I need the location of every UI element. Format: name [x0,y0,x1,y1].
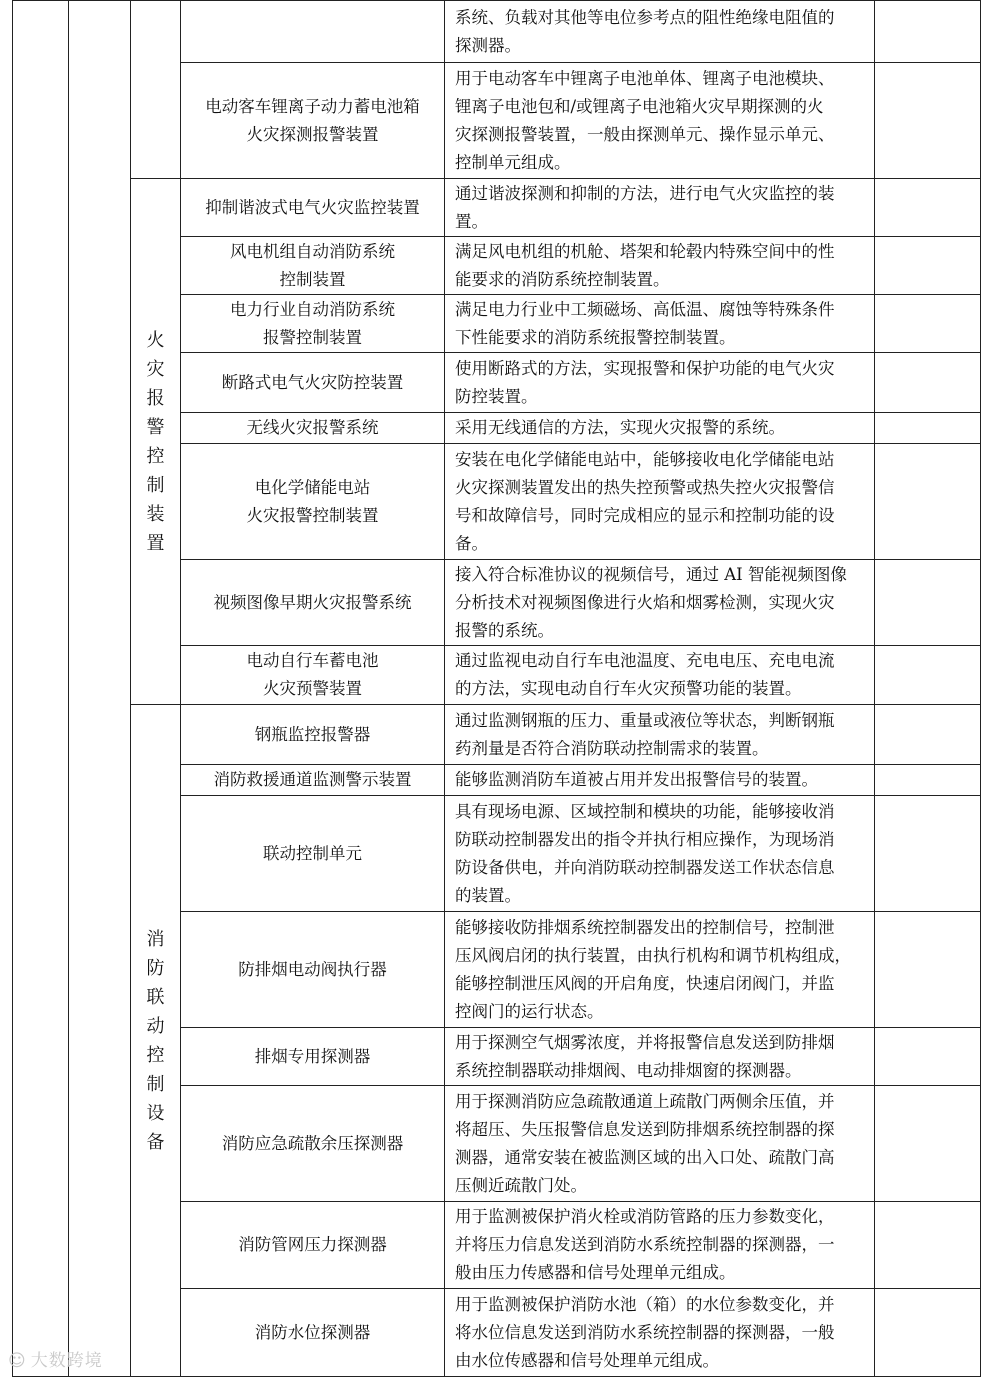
product-description: 满足风电机组的机舱、塔架和轮毂内特殊空间中的性 能要求的消防系统控制装置。 [445,237,875,295]
product-name: 防排烟电动阀执行器 [181,912,445,1028]
product-description: 能够接收防排烟系统控制器发出的控制信号，控制泄 压风阀启闭的执行装置，由执行机构和调节机构组成， 能够控制泄压风阀的开启角度，快速启闭阀门，并监 控阀门的运行状态。 [445,912,875,1028]
category-char: 联 [146,986,165,1008]
category-char: 动 [146,1015,165,1037]
category-char: 置 [146,532,165,554]
product-name: 电动自行车蓄电池 火灾预警装置 [181,646,445,705]
product-name: 消防应急疏散余压探测器 [181,1086,445,1202]
product-description: 系统、负载对其他等电位参考点的阻性绝缘电阻值的 探测器。 [445,1,875,63]
remark-cell [875,63,981,179]
category-fire-linkage-control [131,705,181,1377]
product-name: 消防救援通道监测警示装置 [181,765,445,796]
remark-cell [875,1,981,63]
remark-cell [875,237,981,295]
product-name: 视频图像早期火灾报警系统 [181,560,445,646]
remark-cell [875,765,981,796]
category-char: 装 [146,503,165,525]
product-name: 断路式电气火灾防控装置 [181,353,445,413]
product-name: 联动控制单元 [181,796,445,912]
remark-cell [875,1202,981,1289]
remark-cell [875,179,981,237]
table-row [13,179,981,237]
category-char: 控 [146,1044,165,1066]
product-name: 电动客车锂离子动力蓄电池箱 火灾探测报警装置 [181,63,445,179]
product-name [181,1,445,63]
product-description: 安装在电化学储能电站中，能够接收电化学储能电站 火灾探测装置发出的热失控预警或热失控火灾报警信 号和故障信号，同时完成相应的显示和控制功能的设 备。 [445,444,875,560]
product-name: 电化学储能电站 火灾报警控制装置 [181,444,445,560]
category-char: 报 [146,387,165,409]
remark-cell [875,796,981,912]
product-description: 用于监测被保护消防水池（箱）的水位参数变化，并 将水位信息发送到消防水系统控制器的探测器，一般 由水位传感器和信号处理单元组成。 [445,1289,875,1377]
table-row [13,1,981,63]
remark-cell [875,1028,981,1086]
watermark [8,1346,103,1371]
product-name: 消防管网压力探测器 [181,1202,445,1289]
category-char: 制 [146,474,165,496]
watermark-logo-icon: ☺ [8,1351,27,1371]
product-description: 用于探测消防应急疏散通道上疏散门两侧余压值，并 将超压、失压报警信息发送到防排烟系统控制器的探 测器，通常安装在被监测区域的出入口处、疏散门高 压侧近疏散门处。 [445,1086,875,1202]
product-description: 通过谐波探测和抑制的方法，进行电气火灾监控的装 置。 [445,179,875,237]
category-char: 灾 [146,358,165,380]
product-description: 接入符合标准协议的视频信号，通过 AI 智能视频图像 分析技术对视频图像进行火焰和烟雾检测，实现火灾 报警的系统。 [445,560,875,646]
remark-cell [875,353,981,413]
product-name: 抑制谐波式电气火灾监控装置 [181,179,445,237]
category-char: 防 [146,957,165,979]
product-name: 消防水位探测器 [181,1289,445,1377]
category-char: 设 [146,1102,165,1124]
remark-cell [875,560,981,646]
product-description: 通过监测钢瓶的压力、重量或液位等状态，判断钢瓶 药剂量是否符合消防联动控制需求的装置。 [445,705,875,765]
category-char: 控 [146,445,165,467]
product-description: 满足电力行业中工频磁场、高低温、腐蚀等特殊条件 下性能要求的消防系统报警控制装置。 [445,295,875,353]
table-row [13,705,981,765]
category-char: 警 [146,416,165,438]
product-name: 钢瓶监控报警器 [181,705,445,765]
product-description: 使用断路式的方法，实现报警和保护功能的电气火灾 防控装置。 [445,353,875,413]
product-description: 用于监测被保护消火栓或消防管路的压力参数变化， 并将压力信息发送到消防水系统控制器的探测器，一 般由压力传感器和信号处理单元组成。 [445,1202,875,1289]
product-description: 能够监测消防车道被占用并发出报警信号的装置。 [445,765,875,796]
level2-cell [69,1,131,1377]
remark-cell [875,912,981,1028]
product-name: 风电机组自动消防系统 控制装置 [181,237,445,295]
product-description: 用于探测空气烟雾浓度，并将报警信息发送到防排烟 系统控制器联动排烟阀、电动排烟窗的探测器。 [445,1028,875,1086]
product-description: 采用无线通信的方法，实现火灾报警的系统。 [445,413,875,444]
category-char: 制 [146,1073,165,1095]
remark-cell [875,1289,981,1377]
product-name: 排烟专用探测器 [181,1028,445,1086]
product-description: 具有现场电源、区域控制和模块的功能，能够接收消 防联动控制器发出的指令并执行相应操作，为现场消 防设备供电，并向消防联动控制器发送工作状态信息 的装置。 [445,796,875,912]
remark-cell [875,413,981,444]
level1-cell [13,1,69,1377]
remark-cell [875,705,981,765]
watermark-text: 大数跨境 [30,1351,103,1371]
category-fire-alarm-control [131,179,181,705]
category-char: 消 [146,928,165,950]
category-char: 备 [146,1131,165,1153]
product-description: 用于电动客车中锂离子电池单体、锂离子电池模块、 锂离子电池包和/或锂离子电池箱火灾早期探测的火 灾探测报警装置，一般由探测单元、操作显示单元、 控制单元组成。 [445,63,875,179]
category-char: 火 [146,329,165,351]
product-description: 通过监视电动自行车电池温度、充电电压、充电电流 的方法，实现电动自行车火灾预警功能的装置。 [445,646,875,705]
remark-cell [875,1086,981,1202]
product-name: 无线火灾报警系统 [181,413,445,444]
remark-cell [875,444,981,560]
remark-cell [875,646,981,705]
product-name: 电力行业自动消防系统 报警控制装置 [181,295,445,353]
category-cell-previous [131,1,181,179]
remark-cell [875,295,981,353]
fire-equipment-table [12,0,981,1377]
